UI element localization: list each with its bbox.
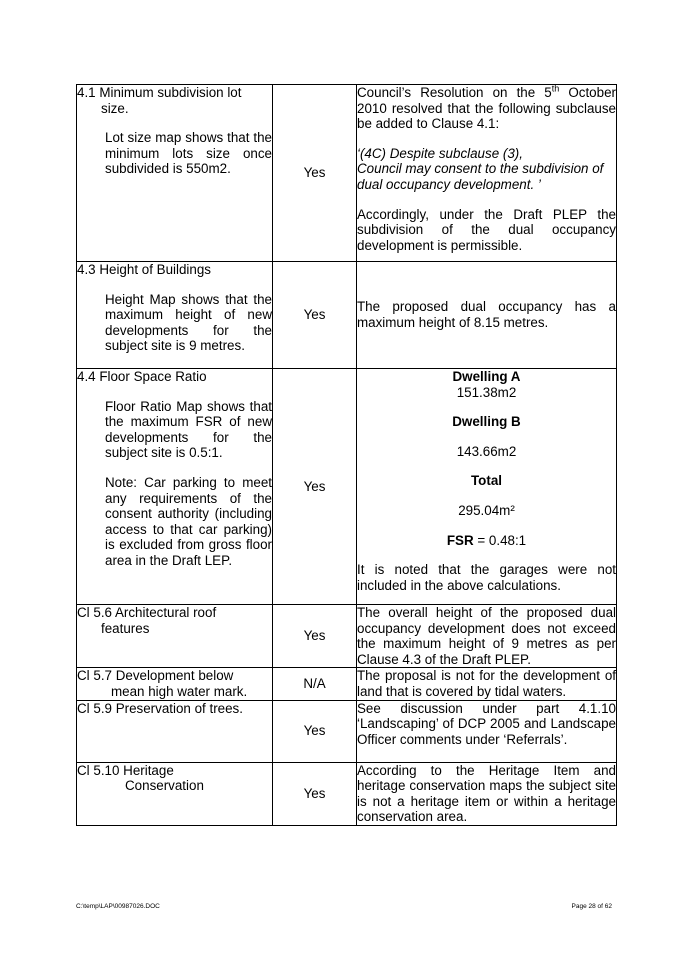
clause-title-continued: features — [101, 620, 150, 636]
clause-title: Cl 5.7 Development below — [77, 668, 234, 684]
fsr-label: FSR — [446, 532, 474, 548]
subclause-quote-2: Council may consent to the subdivision of dual occupancy development. ’ — [357, 161, 604, 192]
dwelling-a-value: 151.38m2 — [456, 384, 517, 400]
clause-cell — [77, 668, 273, 700]
table-row — [77, 700, 617, 762]
clause-title: Cl 5.9 Preservation of trees. — [77, 700, 243, 716]
table-row — [77, 762, 617, 825]
compliance-status: Yes — [273, 85, 357, 262]
calculation-note: It is noted that the garages were not included in the above calculations. — [357, 562, 616, 593]
comment-cell: See discussion under part 4.1.10 ‘Landscaping’ of DCP 2005 and Landscape Officer comments under ‘Referrals’. — [357, 700, 617, 762]
fsr-result — [357, 533, 616, 549]
table-row — [77, 605, 617, 668]
comment-cell: The overall height of the proposed dual occupancy development does not exceed the maximum height of 9 metres as per Clause 4.3 of the Draft PLEP. — [357, 605, 616, 667]
table-row — [77, 668, 617, 700]
compliance-status: Yes — [273, 369, 357, 605]
clause-cell — [77, 605, 273, 668]
clause-description: Height Map shows that the maximum height of new developments for the subject site is 9 metres. — [105, 291, 272, 354]
subclause-quote-1: ‘(4C) Despite subclause (3), — [357, 145, 523, 161]
clause-title-continued: Conservation — [125, 778, 204, 794]
clause-description: Lot size map shows that the minimum lots size once subdivided is 550m2. — [105, 130, 272, 177]
compliance-status: N/A — [273, 668, 357, 700]
clause-cell — [77, 85, 273, 262]
comment-cell — [357, 85, 617, 262]
total-label: Total — [471, 473, 502, 489]
clause-title: Cl 5.6 Architectural roof — [77, 605, 217, 620]
clause-title-continued: size. — [101, 100, 129, 116]
footer-page-number: Page 28 of 62 — [571, 903, 612, 910]
resolution-text-a: Council’s Resolution on the 5 — [357, 85, 552, 100]
compliance-status: Yes — [273, 762, 357, 825]
resolution-text — [357, 85, 616, 132]
clause-title: 4.3 Height of Buildings — [77, 262, 211, 277]
clause-cell — [77, 262, 273, 369]
comment-cell: According to the Heritage Item and heritage conservation maps the subject site is not a heritage item or within a heritage conservation area. — [357, 762, 616, 825]
dwelling-b-label: Dwelling B — [452, 414, 521, 430]
clause-note: Note: Car parking to meet any requirements of the consent authority (including access to that car parking) is excluded from gross floor area in the Draft LEP. — [105, 474, 272, 568]
ordinal-suffix: th — [551, 83, 560, 94]
clause-cell — [77, 700, 273, 762]
clause-title: Cl 5.10 Heritage — [77, 762, 174, 778]
table-row — [77, 369, 617, 605]
resolution-text-b: October 2010 resolved that the following subclause be added to Clause 4.1: — [357, 85, 616, 132]
comment-cell: The proposed dual occupancy has a maximum height of 8.15 metres. — [357, 262, 617, 369]
fsr-value: = 0.48:1 — [473, 532, 527, 548]
conclusion-text: Accordingly, under the Draft PLEP the subdivision of the dual occupancy development is permissible. — [357, 206, 616, 253]
comment-cell: The proposal is not for the development of land that is covered by tidal waters. — [357, 668, 616, 699]
clause-cell — [77, 762, 273, 825]
table-row — [77, 262, 617, 369]
clause-description: Floor Ratio Map shows that the maximum FSR of new developments for the subject site is 0.5:1. — [105, 398, 272, 461]
total-value: 295.04m² — [458, 502, 515, 518]
footer-file-path: C:\temp\LAP\00987026.DOC — [76, 903, 160, 910]
compliance-status: Yes — [273, 700, 357, 762]
clause-title: 4.4 Floor Space Ratio — [77, 369, 207, 384]
table-row — [77, 85, 617, 262]
compliance-table — [76, 84, 617, 826]
comment-cell — [357, 369, 617, 605]
clause-title-continued: mean high water mark. — [111, 683, 248, 699]
dwelling-b-value: 143.66m2 — [456, 443, 517, 459]
clause-cell — [77, 369, 273, 605]
compliance-status: Yes — [273, 605, 357, 668]
compliance-status: Yes — [273, 262, 357, 369]
dwelling-a-label: Dwelling A — [452, 369, 521, 384]
clause-title: 4.1 Minimum subdivision lot — [77, 85, 242, 100]
